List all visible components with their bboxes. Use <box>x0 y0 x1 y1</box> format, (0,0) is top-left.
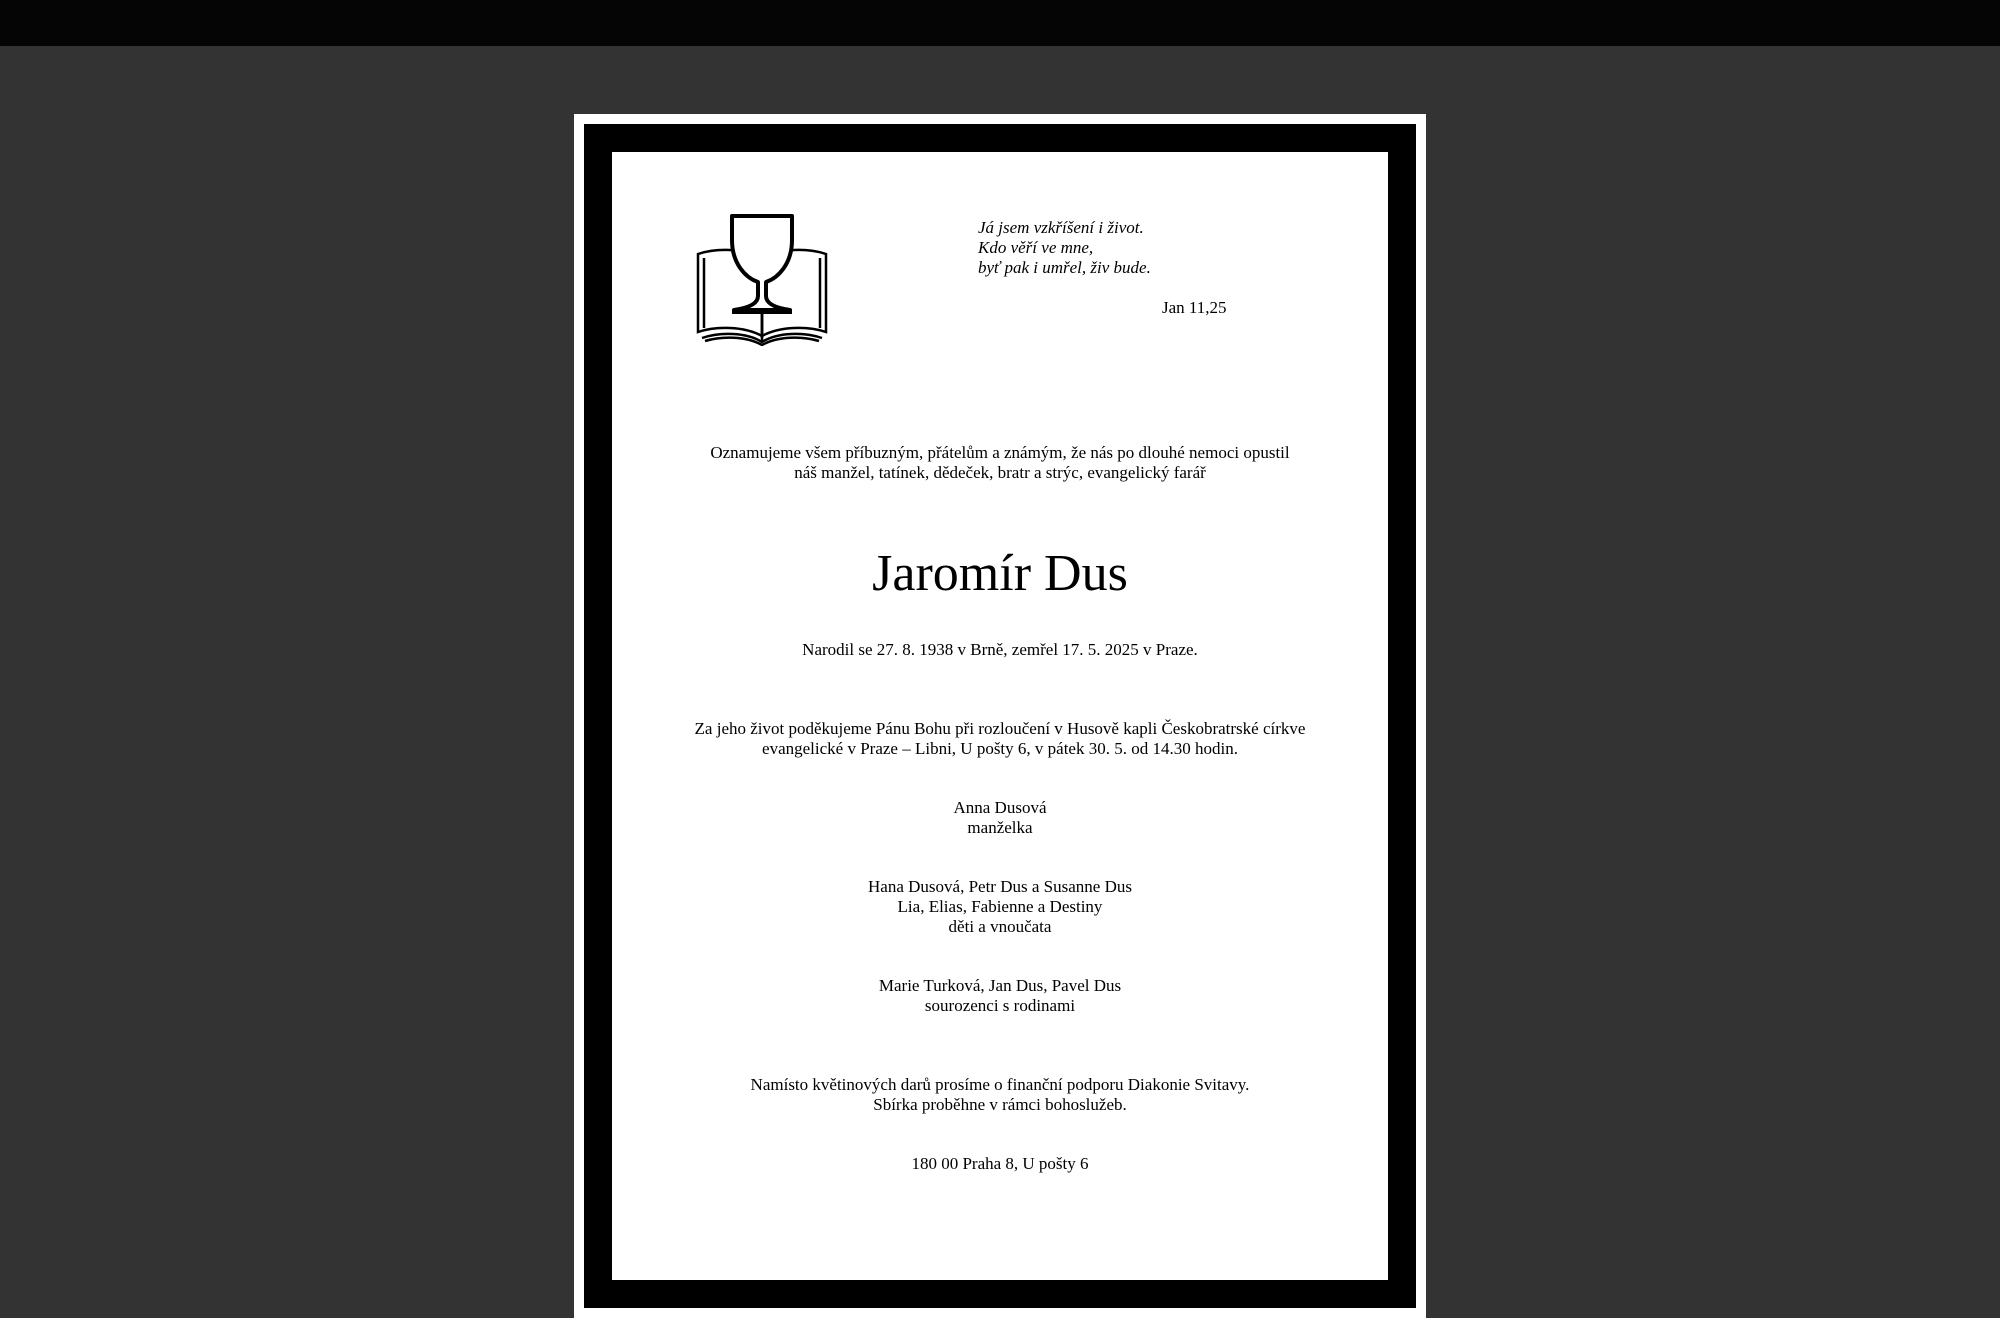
donation-note <box>612 1075 1388 1115</box>
family-address <box>612 1154 1388 1174</box>
chalice-and-open-bible-icon <box>694 214 830 346</box>
donation-line: Namísto květinových darů prosíme o finanční podporu Diakonie Svitavy. <box>750 1075 1250 1094</box>
bible-verse-line: byť pak i umřel, živ bude. <box>978 258 1151 277</box>
document-viewer[interactable] <box>0 46 2000 1294</box>
bible-verse-line: Kdo věří ve mne, <box>978 238 1094 257</box>
funeral-ceremony-info <box>612 719 1388 759</box>
viewer-toolbar <box>0 0 2000 46</box>
mourner-line: Anna Dusová <box>953 798 1047 817</box>
mourner-relation: sourozenci s rodinami <box>924 996 1076 1015</box>
bible-verse-line: Já jsem vzkříšení i život. <box>978 218 1144 237</box>
ceremony-line: Za jeho život poděkujeme Pánu Bohu při rozloučení v Husově kapli Českobratrské církve <box>694 719 1306 738</box>
mourner-group-siblings <box>612 976 1388 1016</box>
mourner-relation: manželka <box>967 818 1033 837</box>
bible-verse-reference: Jan 11,25 <box>1162 298 1227 317</box>
mourning-border <box>584 124 1416 1308</box>
deceased-name: Jaromír Dus <box>872 545 1128 602</box>
announcement-line: náš manžel, tatínek, dědeček, bratr a strýc, evangelický farář <box>794 463 1206 482</box>
mourner-line: Lia, Elias, Fabienne a Destiny <box>897 897 1103 916</box>
obituary-page <box>574 114 1426 1318</box>
life-dates <box>612 640 1388 660</box>
bible-verse <box>978 218 1298 278</box>
mourner-line: Hana Dusová, Petr Dus a Susanne Dus <box>868 877 1132 896</box>
death-announcement <box>612 443 1388 483</box>
announcement-line: Oznamujeme všem příbuzným, přátelům a známým, že nás po dlouhé nemoci opustil <box>710 443 1290 462</box>
mourner-line: Marie Turková, Jan Dus, Pavel Dus <box>878 976 1122 995</box>
ceremony-line: evangelické v Praze – Libni, U pošty 6, v pátek 30. 5. od 14.30 hodin. <box>762 739 1238 758</box>
mourner-group-children <box>612 877 1388 937</box>
donation-line: Sbírka proběhne v rámci bohoslužeb. <box>873 1095 1127 1114</box>
life-dates-line: Narodil se 27. 8. 1938 v Brně, zemřel 17. 5. 2025 v Praze. <box>802 640 1198 659</box>
address-line: 180 00 Praha 8, U pošty 6 <box>911 1154 1089 1173</box>
obituary-sheet <box>612 152 1388 1280</box>
mourner-relation: děti a vnoučata <box>948 917 1052 936</box>
mourner-group-spouse <box>612 798 1388 838</box>
